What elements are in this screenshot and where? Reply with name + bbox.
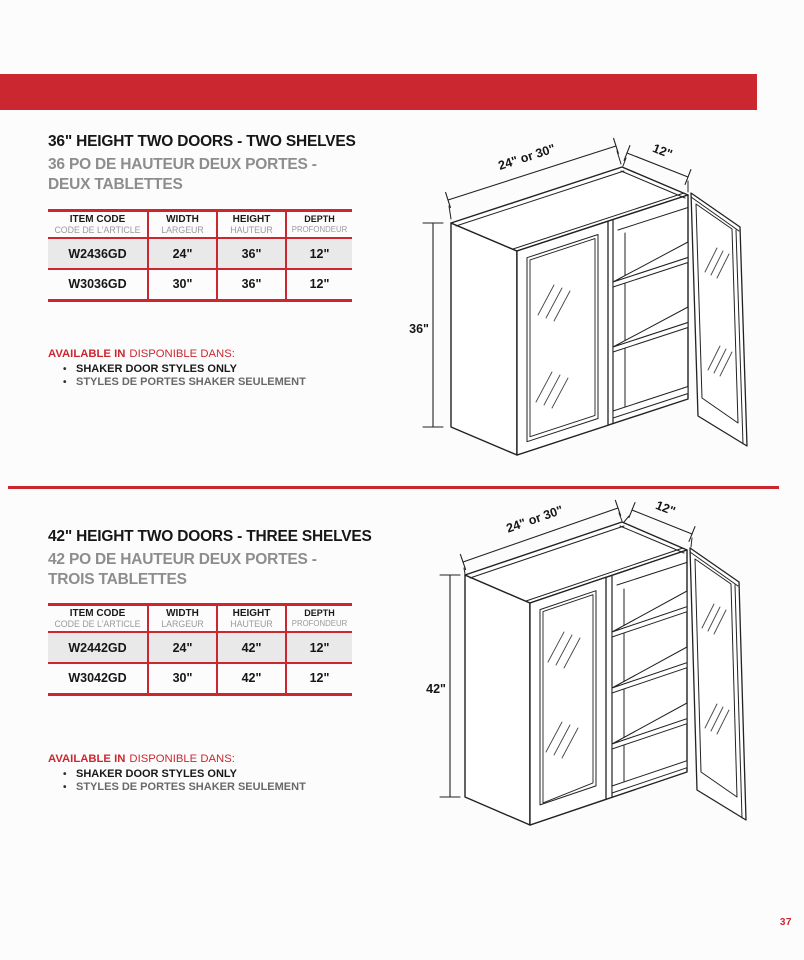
header-item-code (48, 211, 148, 239)
cell-item-code: W2442GD (68, 640, 127, 655)
section-title: 36" HEIGHT TWO DOORS - TWO SHELVES (48, 133, 356, 150)
availability-list (63, 768, 388, 795)
bullet-text: STYLES DE PORTES SHAKER SEULEMENT (76, 781, 306, 794)
header-depth (286, 211, 352, 239)
availability-label-fr: DISPONIBLE DANS: (129, 753, 235, 765)
header-label-en: ITEM CODE (69, 608, 126, 619)
cell-item-code: W2436GD (68, 246, 127, 261)
availability-bullet-en (63, 363, 388, 376)
header-label-en: HEIGHT (232, 608, 271, 619)
header-label-fr: PROFONDEUR (291, 619, 348, 628)
dimension-label-height: 42" (426, 682, 446, 696)
cell-height: 42" (217, 663, 286, 694)
header-label-fr: HAUTEUR (230, 619, 273, 629)
availability-label-fr: DISPONIBLE DANS: (129, 348, 235, 360)
section-subtitle (48, 155, 317, 194)
header-label-en: WIDTH (166, 214, 199, 225)
dimension-label-depth: 12" (650, 141, 675, 162)
page-number: 37 (779, 917, 792, 928)
cabinet-diagram-36 (400, 130, 804, 462)
cell-item-code: W3042GD (68, 671, 127, 686)
table-row (48, 269, 352, 300)
availability-label-en: AVAILABLE IN (48, 348, 126, 360)
availability-bullet-fr (63, 781, 388, 794)
cell-item-code: W3036GD (68, 277, 127, 292)
bullet-icon: • (63, 364, 67, 375)
table-row (48, 632, 352, 663)
table-header-row (48, 605, 352, 633)
header-label-fr: CODE DE L'ARTICLE (54, 225, 141, 235)
header-label-fr: LARGEUR (161, 225, 204, 235)
section-title: 42" HEIGHT TWO DOORS - THREE SHELVES (48, 528, 372, 545)
dimension-label-depth: 12" (653, 498, 678, 519)
cell-width: 24" (148, 632, 217, 663)
bullet-text: STYLES DE PORTES SHAKER SEULEMENT (76, 376, 306, 389)
header-depth (286, 605, 352, 633)
header-item-code (48, 605, 148, 633)
bullet-text: SHAKER DOOR STYLES ONLY (76, 363, 237, 375)
availability-heading (48, 753, 388, 765)
section-subtitle (48, 550, 317, 589)
bullet-icon: • (63, 769, 67, 780)
cell-height: 42" (217, 632, 286, 663)
cell-depth: 12" (286, 238, 352, 269)
availability-note (48, 753, 388, 795)
cell-height: 36" (217, 269, 286, 300)
availability-bullet-en (63, 768, 388, 781)
bullet-text: SHAKER DOOR STYLES ONLY (76, 768, 237, 780)
cell-width: 30" (148, 663, 217, 694)
header-label-fr: CODE DE L'ARTICLE (54, 619, 141, 629)
header-label-fr: LARGEUR (161, 619, 204, 629)
availability-label-en: AVAILABLE IN (48, 753, 126, 765)
cell-depth: 12" (286, 269, 352, 300)
header-height (217, 211, 286, 239)
subtitle-line: TROIS TABLETTES (48, 570, 187, 588)
availability-list (63, 363, 388, 390)
table-row (48, 663, 352, 694)
subtitle-line: 36 PO DE HAUTEUR DEUX PORTES - (48, 156, 317, 173)
bullet-icon: • (63, 377, 67, 389)
availability-bullet-fr (63, 376, 388, 389)
header-width (148, 211, 217, 239)
dimension-label-height: 36" (409, 322, 429, 336)
header-label-en: ITEM CODE (69, 214, 126, 225)
header-height (217, 605, 286, 633)
header-label-en: DEPTH (304, 608, 335, 618)
cell-width: 24" (148, 238, 217, 269)
header-label-fr: HAUTEUR (230, 225, 273, 235)
subtitle-line: DEUX TABLETTES (48, 175, 183, 193)
cabinet-diagram-42 (400, 490, 804, 840)
dimension-label-width: 24" or 30" (504, 502, 565, 536)
table-header-row (48, 211, 352, 239)
dimension-label-width: 24" or 30" (496, 141, 558, 173)
bullet-icon: • (63, 782, 67, 794)
header-label-en: DEPTH (304, 214, 335, 224)
section-divider (8, 486, 779, 489)
cell-depth: 12" (286, 632, 352, 663)
cell-depth: 12" (286, 663, 352, 694)
availability-heading (48, 348, 388, 360)
spec-table-36 (48, 209, 352, 302)
availability-note (48, 348, 388, 390)
header-label-fr: PROFONDEUR (291, 225, 348, 234)
header-label-en: HEIGHT (232, 214, 271, 225)
subtitle-line: 42 PO DE HAUTEUR DEUX PORTES - (48, 551, 317, 568)
cell-width: 30" (148, 269, 217, 300)
header-label-en: WIDTH (166, 608, 199, 619)
table-row (48, 238, 352, 269)
spec-table-42 (48, 603, 352, 696)
top-red-bar (0, 74, 757, 110)
cell-height: 36" (217, 238, 286, 269)
header-width (148, 605, 217, 633)
